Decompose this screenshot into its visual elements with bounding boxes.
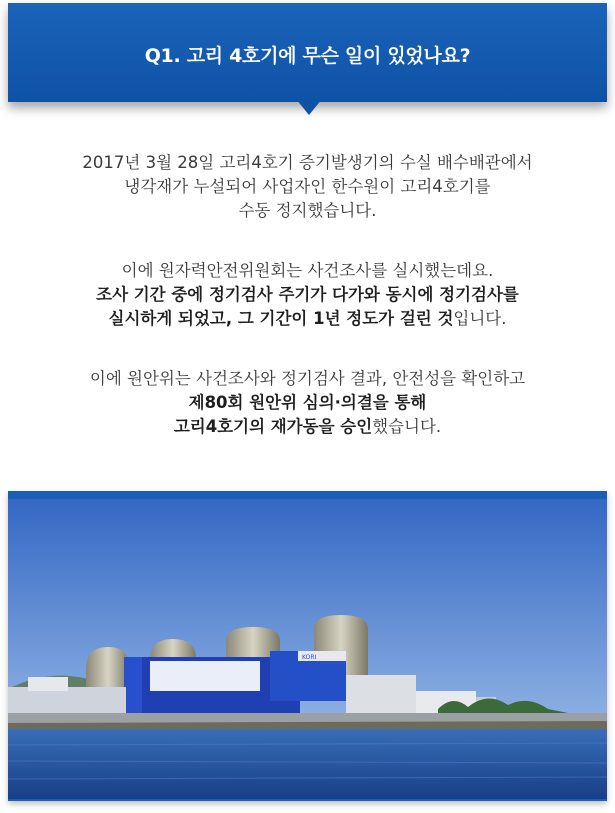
body-text: 했습니다. xyxy=(372,417,442,436)
body-text: 수동 정지했습니다. xyxy=(238,201,377,220)
nuclear-plant-photo xyxy=(8,499,607,799)
body-text: 2017년 3월 28일 고리4호기 증기발생기의 수실 배수배관에서 xyxy=(82,153,533,172)
question-header xyxy=(8,3,607,102)
paragraph xyxy=(0,151,615,223)
text-line xyxy=(0,367,615,391)
paragraph xyxy=(0,259,615,331)
header-pointer xyxy=(296,99,322,115)
plant-sign: KORI xyxy=(302,654,317,661)
nuclear-plant-illustration xyxy=(8,499,607,799)
text-line xyxy=(0,307,615,331)
emphasis-text: 고리4호기의 재가동을 승인 xyxy=(173,417,373,436)
question-title: Q1. 고리 4호기에 무슨 일이 있었나요? xyxy=(144,45,471,67)
paragraph xyxy=(0,367,615,439)
body-text: 이에 원자력안전위원회는 사건조사를 실시했는데요. xyxy=(121,261,494,280)
answer-text xyxy=(0,151,615,475)
body-text: 냉각재가 누설되어 사업자인 한수원이 고리4호기를 xyxy=(124,177,491,196)
text-line xyxy=(0,391,615,415)
text-line xyxy=(0,415,615,439)
text-line xyxy=(0,151,615,175)
emphasis-text: 실시하게 되었고, 그 기간이 1년 정도가 걸린 것 xyxy=(108,309,454,328)
emphasis-text: 제80회 원안위 심의·의결을 통해 xyxy=(188,393,427,412)
emphasis-text: 조사 기간 중에 정기검사 주기가 다가와 동시에 정기검사를 xyxy=(96,285,519,304)
body-text: 이에 원안위는 사건조사와 정기검사 결과, 안전성을 확인하고 xyxy=(89,369,526,388)
text-line xyxy=(0,283,615,307)
text-line xyxy=(0,259,615,283)
text-line xyxy=(0,199,615,223)
body-text: 입니다. xyxy=(453,309,507,328)
text-line xyxy=(0,175,615,199)
